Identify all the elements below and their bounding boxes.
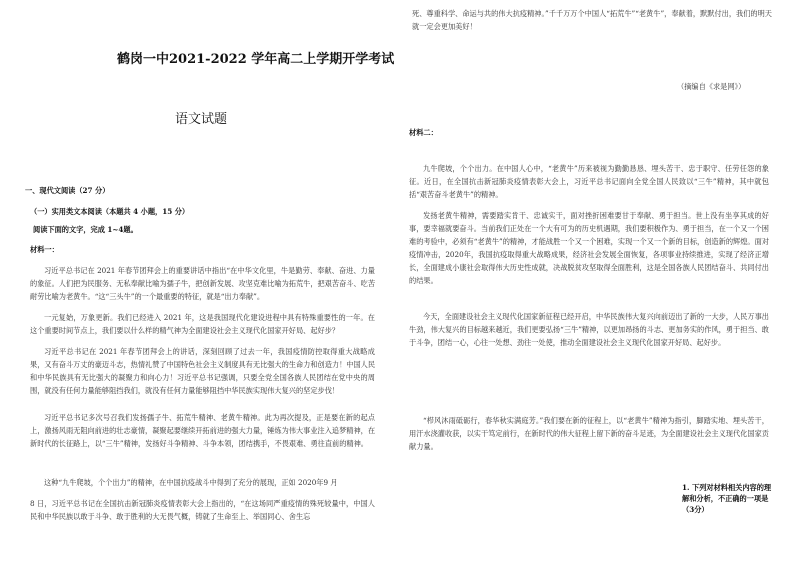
question-1: 1. 下列对材料相关内容的理解和分析，不正确的一项是（3分） [682, 483, 772, 514]
material-1-paragraph-2: 一元复始，万象更新。我们已经进入 2021 年，这是我国现代化建设进程中具有特殊重要性的一年。在这个重要时间节点上，我们要以什么样的精气神为全面建设社会主义现代化国家开好局、起好步？ [30, 313, 375, 335]
material-1-paragraph-6: 8 日，习近平总书记在全国抗击新冠肺炎疫情表彰大会上指出的，“在这场同严重疫情的殊死较量中，中国人民和中华民族以敢于斗争、敢于胜利的大无畏气概，铸就了生命至上、举国同心、舍生忘 [30, 499, 375, 521]
reading-instruction: 阅读下面的文字，完成 1~4题。 [33, 225, 138, 234]
material-1-label: 材料一： [30, 245, 59, 254]
material-2-paragraph-3: 今天，全面建设社会主义现代化国家新征程已经开启，中华民族伟大复兴向前迈出了新的一大步，人民万事出牛劲，伟大复兴的目标越来越近，我们更要弘扬“三牛”精神，以更加昂扬的斗志、更加务实的作风，勇于担当、敢于斗争，团结一心，心往一处想、劲往一处使，推动全面建设社会主义现代化国家开好局、起好步。 [409, 312, 769, 347]
material-1-paragraph-3: 习近平总书记在 2021 年春节团拜会上的讲话，深刻回顾了过去一年，我国疫情防控取得重大战略成果，又有奋斗万丈的豪迈斗志，热情礼赞了中国特色社会主义制度具有无比强大的生命力和创造力！中国人民和中华民族具有无比强大的凝聚力和向心力！习近平总书记强调，只要全党全国各族人民团结在党中央的周围，就没有任何力量能够阻挡我们，就没有任何力量能够阻挡中华民族实现伟大复兴的坚定步伐！ [30, 347, 376, 395]
right-column [397, 0, 794, 561]
section-heading: 一、现代文阅读（27 分） [25, 186, 110, 195]
material-1-paragraph-7: 死、尊重科学、命运与共的伟大抗疫精神。”千千万万个中国人“拓荒牛”“老黄牛”，奉献着，默默付出，我们的明天就一定会更加美好！ [412, 9, 772, 31]
material-2-paragraph-2: 发扬老黄牛精神，需要踏实肯干、忠诚实干，面对挫折困难要甘于奉献、勇于担当。世上没有坐享其成的好事，要幸福就要奋斗。当前我们正处在一个大有可为的历史机遇期，我们要积极作为、勇于担当，在一个又一个困难的考验中，必须有“老黄牛”的精神，才能战胜一个又一个困难，实现一个又一个新的目标，创造新的辉煌。面对疫情冲击，2020年，我国抗疫取得重大战略成果，经济社会发展全面恢复，各项事业持续推进，实现了经济正增长，全面建成小康社会取得伟大历史性成就，决战脱贫攻坚取得全面胜利，这是全国各族人民团结奋斗、共同付出的结果。 [409, 211, 769, 285]
material-1-paragraph-4: 习近平总书记多次号召我们发扬孺子牛、拓荒牛精神、老黄牛精神。此为再次提及，正是要在新的起点上，激扬风雨无阻向前进的壮志豪情，凝聚起要继续开拓前进的强大力量，锤炼为伟大事业注入追梦精神，在新时代的长征路上，以“三牛”精神，发扬好斗争精神、斗争本领，团结携手，不畏艰难、勇往直前的精神。 [30, 413, 376, 448]
source-citation: （摘编自《求是网》） [677, 82, 746, 91]
exam-subtitle: 语文试题 [175, 112, 228, 127]
subsection-heading: （一）实用类文本阅读（本题共 4 小题，15 分） [30, 207, 190, 216]
material-1-paragraph-1: 习近平总书记在 2021 年春节团拜会上的重要讲话中指出“在中华文化里，牛是勤劳、奉献、奋进、力量的象征。人们把为民服务、无私奉献比喻为孺子牛，把创新发展、攻坚克难比喻为拓荒牛，把艰苦奋斗、吃苦耐劳比喻为老黄牛。“这“三头牛”的一个最重要的特征，就是“出力奉献”。 [30, 266, 376, 301]
material-2-label: 材料二： [409, 128, 438, 137]
exam-title: 鹤岗一中2021-2022 学年高二上学期开学考试 [117, 52, 395, 67]
material-2-paragraph-1: 九牛爬坡，个个出力。在中国人心中，“老黄牛”历来被视为勤勤恳恳、埋头苦干、忠于职守、任劳任怨的象征。近日，在全国抗击新冠肺炎疫情表彰大会上，习近平总书记面向全党全国人民致以“三牛”精神，其中就包括“艰苦奋斗老黄牛”的精神。 [409, 164, 769, 199]
material-1-paragraph-5: 这种“九牛爬坡，个个出力”的精神，在中国抗疫战斗中得到了充分的展现，正如 2020年9 月 [44, 478, 338, 487]
material-2-paragraph-4: “栉风沐雨砥砺行，春华秋实满庭芳。”我们要在新的征程上，以“老黄牛”精神为指引，脚踏实地、埋头苦干，用汗水浇灌收获，以实干笃定前行，在新时代的伟大征程上留下新的奋斗足迹，为全面建设社会主义现代化国家贡献力量。 [409, 416, 769, 451]
